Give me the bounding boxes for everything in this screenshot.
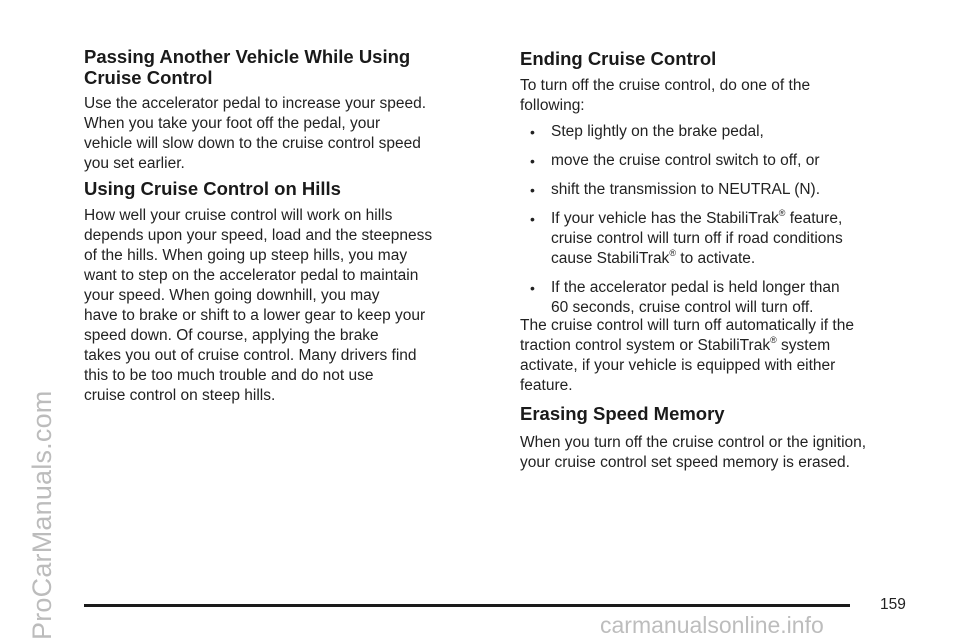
hills-line: have to brake or shift to a lower gear to keep your [84,307,426,324]
erasing-line: your cruise control set speed memory is erased. [520,454,850,471]
bullet-icon: • [530,124,535,140]
hills-line: speed down. Of course, applying the brake [84,327,379,344]
ending-outro-line: feature. [520,377,573,394]
ending-intro-line: following: [520,97,585,114]
passing-body [84,94,504,174]
hills-line: cruise control on steep hills. [84,387,276,404]
registered-mark: ® [669,248,676,258]
ending-outro-text: system [781,337,831,354]
ending-intro-line: To turn off the cruise control, do one of the [520,77,811,94]
bullet-icon: • [530,153,535,169]
bullet-text: move the cruise control switch to off, or [551,152,820,169]
hills-line: takes you out of cruise control. Many drivers find [84,347,417,364]
erasing-line: When you turn off the cruise control or the ignition, [520,434,867,451]
hills-line: How well your cruise control will work on hills [84,207,393,224]
hills-line: want to step on the accelerator pedal to maintain [84,267,419,284]
bullet-icon: • [530,211,535,227]
passing-section [84,46,410,88]
bullet-text: cause StabiliTrak [551,250,670,267]
passing-line: vehicle will slow down to the cruise control speed [84,135,421,152]
bullet-text: 60 seconds, cruise control will turn off. [551,299,814,316]
ending-outro-line: The cruise control will turn off automatically if the [520,317,854,334]
ending-outro-text: traction control system or StabiliTrak [520,337,771,354]
passing-line: Use the accelerator pedal to increase your speed. [84,95,427,112]
hills-line: of the hills. When going up steep hills, you may [84,247,408,264]
erasing-heading: Erasing Speed Memory [520,403,725,424]
bullet-text: Step lightly on the brake pedal, [551,123,764,140]
bullet-item [520,151,920,171]
bullet-text: shift the transmission to NEUTRAL (N). [551,181,821,198]
bullet-item [520,209,920,269]
hills-heading: Using Cruise Control on Hills [84,178,341,199]
ending-bullet-list [520,122,920,318]
bullet-text: cruise control will turn off if road conditions [551,230,843,247]
passing-heading-line2: Cruise Control [84,67,213,88]
hills-line: depends upon your speed, load and the steepness [84,227,433,244]
bullet-item [520,122,920,142]
bullet-icon: • [530,182,535,198]
bottom-watermark: carmanualsonline.info [600,612,824,638]
bullet-item [520,278,920,318]
ending-section [520,48,716,69]
ending-outro-line [520,336,940,356]
hills-line: this to be too much trouble and do not use [84,367,374,384]
passing-heading [84,46,410,88]
hills-section [84,178,341,199]
passing-heading-line1: Passing Another Vehicle While Using [84,46,411,67]
passing-line: When you take your foot off the pedal, your [84,115,381,132]
side-watermark: ProCarManuals.com [27,390,57,640]
bullet-text: feature, [789,210,843,227]
erasing-body [520,433,940,473]
bullet-icon: • [530,280,535,296]
hills-body [84,206,504,406]
ending-intro [520,76,920,116]
footer-rule [84,604,850,607]
registered-mark: ® [778,208,786,218]
bullet-item [520,180,920,200]
registered-mark: ® [770,335,777,345]
erasing-section [520,403,725,424]
hills-line: your speed. When going downhill, you may [84,287,380,304]
ending-outro-line: activate, if your vehicle is equipped with either [520,357,836,374]
bullet-text: If the accelerator pedal is held longer than [551,279,840,296]
page-number: 159 [880,596,906,613]
bullet-text: If your vehicle has the StabiliTrak [551,210,779,227]
bullet-text: to activate. [680,250,756,267]
passing-line: you set earlier. [84,155,185,172]
ending-heading: Ending Cruise Control [520,48,717,69]
ending-outro [520,316,940,396]
